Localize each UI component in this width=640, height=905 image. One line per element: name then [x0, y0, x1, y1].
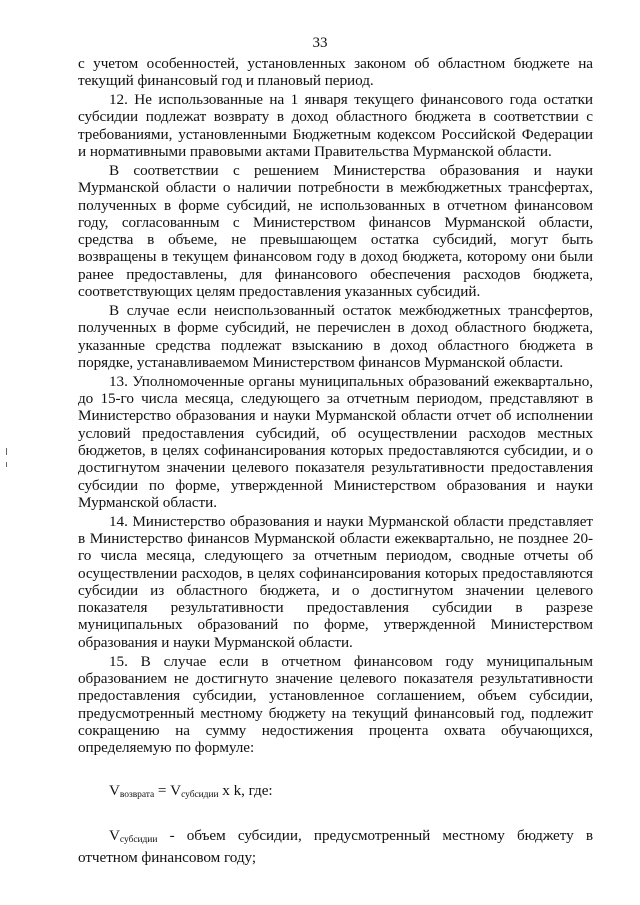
- formula-tail: x k, где:: [218, 782, 273, 800]
- formula-rhs-subscript: субсидии: [181, 790, 219, 801]
- paragraph-13: 13. Уполномоченные органы муниципальных образований ежеквартально, до 15-го числа месяца, следующего за отчетным периодом, представляют в Министерство образования и науки Мурманской области отчет об исполнении условий предоставления субсидий, об осуществлении расходов местных бюджетов, в целях софинансирования которых предоставляются субсидии, и о достигнутом значении целевого показателя результативности предоставления субсидии по форме, утвержденной Министерством образования и науки Мурманской области.: [78, 372, 593, 511]
- paragraph-14: 14. Министерство образования и науки Мурманской области представляет в Министерство финансов Мурманской области ежеквартально, не позднее 20-го числа месяца, следующего за отчетным периодом, сводные отчеты об осуществлении расходов, в целях софинансирования которых предоставляются субсидии из областного бюджета, и о достигнутом значении целевого показателя результативности предоставления субсидии в разрезе муниципальных образований по форме, утвержденной Министерством образования и науки Мурманской области.: [78, 512, 593, 651]
- definition-text: - объем субсидии, предусмотренный местному бюджету в отчетном финансовом году;: [78, 826, 593, 867]
- margin-scan-mark: [6, 462, 7, 467]
- definition-subscript: субсидии: [119, 834, 158, 845]
- definition-symbol: V: [109, 826, 120, 844]
- formula-rhs-symbol: V: [170, 782, 182, 800]
- formula-definition: [78, 827, 593, 867]
- formula-lhs-symbol: V: [109, 782, 120, 800]
- paragraph-12-return-decision: В соответствии с решением Министерства образования и науки Мурманской области о наличии потребности в межбюджетных трансфертах, полученных в форме субсидий, не использованных в отчетном финансовом году, согласованным с Министерством финансов Мурманской области, средства в объеме, не превышающем остатка субсидий, могут быть возвращены в текущем финансовом году в доход бюджета, которому они были ранее предоставлены, для финансового обеспечения расходов бюджета, соответствующих целям предоставления указанных субсидий.: [78, 161, 593, 301]
- page-number: 33: [312, 35, 328, 51]
- return-formula: [78, 782, 593, 804]
- paragraph-12: 12. Не использованные на 1 января текущего финансового года остатки субсидии подлежат возврату в доход областного бюджета в соответствии с требованиями, установленными Бюджетным кодексом Российской Федерации и нормативными правовыми актами Правительства Мурманской области.: [78, 91, 593, 161]
- formula-lhs-subscript: возврата: [119, 790, 155, 801]
- paragraph-15: 15. В случае если в отчетном финансовом году муниципальным образованием не достигнуто значение целевого показателя результативности предоставления субсидии, установленное соглашением, объем субсидии, предусмотренный местному бюджету на текущий финансовый год, подлежит сокращению на сумму недостижения процента охвата обучающихся, определяемую по формуле:: [78, 652, 593, 757]
- formula-equals: =: [154, 782, 171, 800]
- paragraph-12-recovery: В случае если неиспользованный остаток межбюджетных трансфертов, полученных в форме субсидий, не перечислен в доход областного бюджета, указанные средства подлежат взысканию в доход областного бюджета в порядке, устанавливаемом Министерством финансов Мурманской области.: [78, 301, 593, 371]
- document-body: [78, 55, 593, 866]
- paragraph-continuation: с учетом особенностей, установленных законом об областном бюджете на текущий финансовый год и плановый период.: [78, 55, 593, 90]
- margin-scan-mark: [6, 448, 7, 455]
